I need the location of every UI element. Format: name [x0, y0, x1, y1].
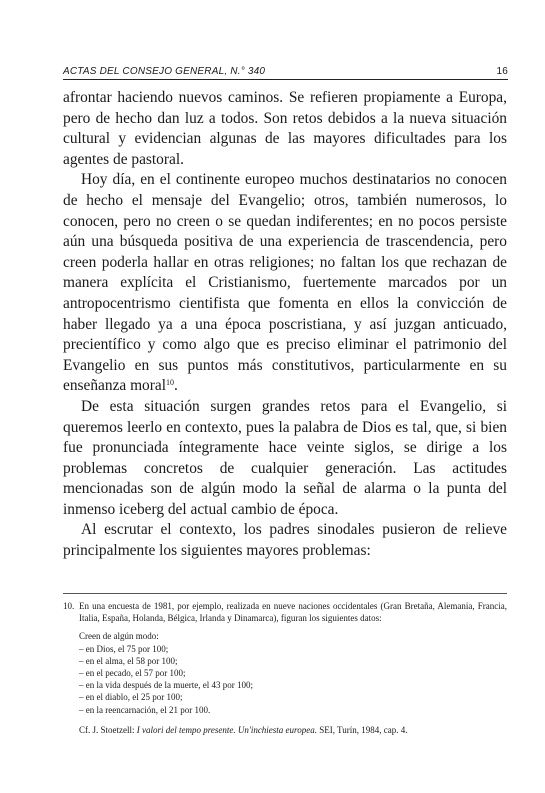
citation-publisher: SEI, Turín, 1984, cap. 4. [316, 724, 408, 735]
citation-author: Cf. J. Stoetzell: [79, 724, 137, 735]
header-rule [63, 79, 508, 80]
running-head [63, 66, 508, 77]
citation-title: I valori del tempo presente. Un'inchiesta europea. [136, 724, 317, 735]
footnote-10 [63, 600, 507, 736]
paragraph-2-text: Hoy día, en el continente europeo muchos destinatarios no conocen de hecho el mensaje del Evangelio; otros, también numerosos, lo conocen, pero no creen o se quedan indiferentes; en no pocos persiste aún una búsqueda positiva de una experiencia de trascendencia, pero creen poderla hallar en otras religiones; no faltan los que rechazan de manera explícita el Cristianismo, fuertemente marcados por un antropocentrismo cientifista que fomenta en ellos la convicción de haber llegado ya a una época poscristiana, y así juzgan anticuado, precientífico y como algo que es preciso eliminar el patrimonio del Evangelio en sus puntos más constitutivos, particularmente en su enseñanza moral [63, 171, 507, 395]
running-head-title: ACTAS DEL CONSEJO GENERAL, N.° 340 [63, 66, 266, 77]
paragraph-1: afrontar haciendo nuevos caminos. Se refieren propiamente a Europa, pero de hecho dan luz a todos. Son retos debidos a la nueva situación cultural y evidencian algunas de las mayores dificultades para los agentes de pastoral. [63, 89, 507, 168]
page-number: 16 [496, 66, 508, 77]
paragraph-2: Hoy día, en el continente europeo muchos destinatarios no conocen de hecho el mensaje del Evangelio; otros, también numerosos, lo conocen, pero no creen o se quedan indiferentes; en no pocos persiste aún una búsqueda positiva de una experiencia de trascendencia, pero creen poderla hallar en otras religiones; no faltan los que rechazan de manera explícita el Cristianismo, fuertemente marcados por un antropocentrismo cientifista que fomenta en ellos la convicción de haber llegado ya a una época poscristiana, y así juzgan anticuado, precientífico y como algo que es preciso eliminar el patrimonio del Evangelio en sus puntos más constitutivos, particularmente en su enseñanza moral$^{10}$. [63, 171, 507, 395]
paragraph-3: De esta situación surgen grandes retos para el Evangelio, si queremos leerlo en contexto, pues la palabra de Dios es tal, que, si bien fue pronunciada íntegramente hace veinte siglos, se dirige a los problemas concretos de cualquier generación. Las actitudes mencionadas son de algún modo la señal de alarma o la punta del inmenso iceberg del actual cambio de época. [63, 397, 507, 518]
survey-item: – en la reencarnación, el 21 por 100. [79, 704, 507, 716]
survey-intro: Creen de algún modo: [79, 631, 159, 642]
survey-item: – en la vida después de la muerte, el 43 por 100; [79, 679, 507, 691]
survey-item: – en el pecado, el 57 por 100; [79, 667, 507, 679]
footnote-number: 10. [63, 601, 75, 611]
paragraph-4: Al escrutar el contexto, los padres sinodales pusieron de relieve principalmente los siguientes mayores problemas: [63, 521, 507, 560]
footnote-main [63, 600, 507, 624]
survey-list [63, 630, 507, 715]
footnote-rule [63, 593, 507, 594]
survey-item: – en el alma, el 58 por 100; [79, 655, 507, 667]
citation [63, 724, 507, 736]
survey-item: – en Dios, el 75 por 100; [79, 643, 507, 655]
survey-item: – en el diablo, el 25 por 100; [79, 691, 507, 703]
body-text [63, 88, 507, 562]
footnote-text: En una encuesta de 1981, por ejemplo, realizada en nueve naciones occidentales (Gran Bretaña, Alemania, Francia, Italia, España, Holanda, Bélgica, Irlanda y Dinamarca), figuran los siguientes datos: [79, 601, 507, 624]
footnote-reference[interactable]: 10 [165, 378, 174, 388]
